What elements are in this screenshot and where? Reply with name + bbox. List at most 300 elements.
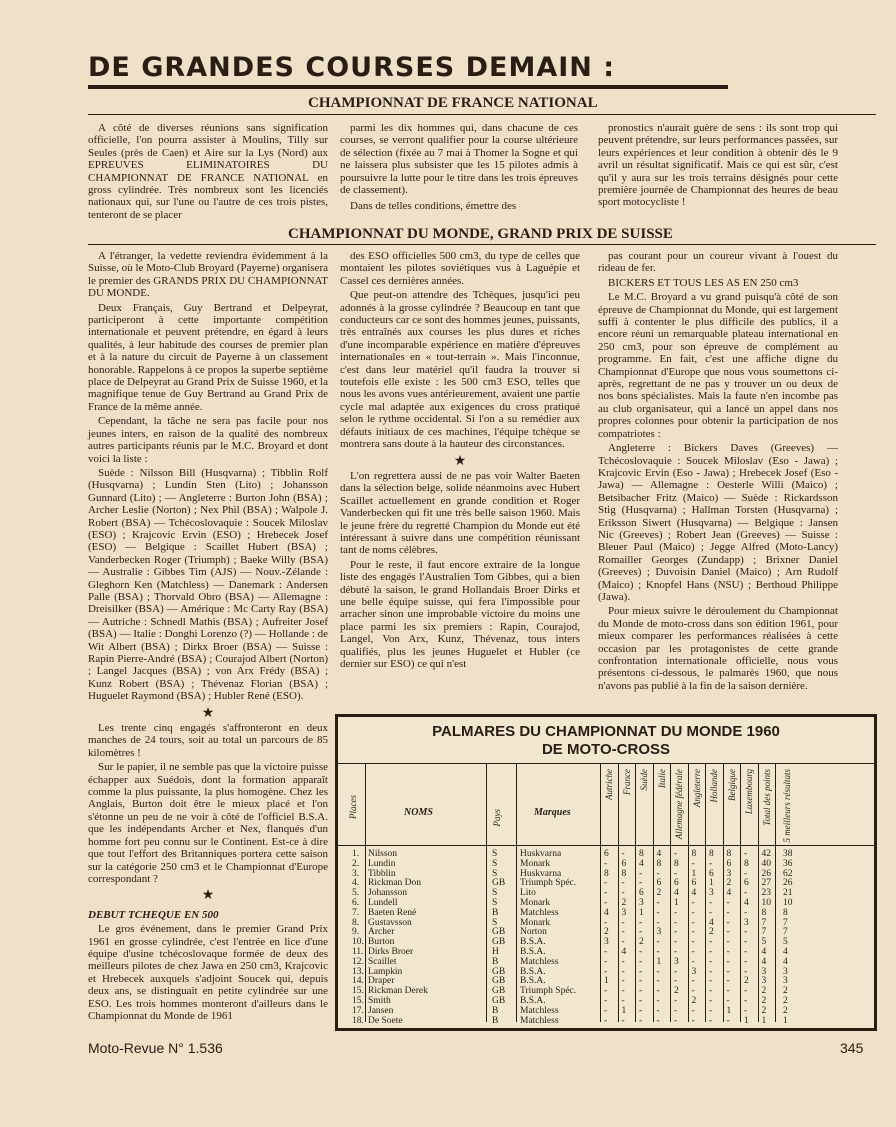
- table-cell: 8.: [352, 917, 360, 928]
- table-row: [338, 986, 874, 996]
- paragraph: Angleterre : Bickers Daves (Greeves) — Tchécoslovaquie : Soucek Miloslav (Eso - Jawa) ; Krajcovic Ervin (Eso - Jawa) ; Hrebecek Josef (Eso - Jawa) — Allemagne : Oesterle Willi (Maico) ; Betsibacher Fritz (Maico) — Suède : Rickardsson Stig (Husqvarna) ; Hallman Torsten (Husqvarna) ; Eriksson Siwert (Husqvarna) — Belgique : Jansen Nic (Greeves) ; Robert Jean (Greeves) — Suisse : Bleuer Paul (Maico) ; Jegge Alfred (Moto-Lancy) Romailler Georges (Zundapp) ; Brixner Daniel (Greeves) ; Duvoisin Daniel (Maico) ; Arn Rudolf (Maico) ; Knopfel Hans (NSU) ; Berthoud Philippe (Jawa).: [598, 442, 838, 603]
- table-cell: 2: [761, 986, 767, 997]
- table-cell: 8: [691, 849, 697, 859]
- table-cell: Jansen: [368, 1005, 394, 1016]
- table-cell: -: [709, 986, 713, 997]
- table-cell: 8: [639, 849, 644, 859]
- table-cell: 1: [744, 1015, 749, 1026]
- table-cell: Monark: [520, 898, 551, 908]
- table-cell: -: [656, 976, 660, 987]
- column-header-country: Italie: [656, 769, 667, 788]
- table-cell: 3: [674, 956, 679, 967]
- table-cell: -: [604, 898, 608, 908]
- table-cell: 1.: [352, 849, 360, 859]
- paragraph: Que peut-on attendre des Tchèques, jusqu'ici peu adonnés à la grosse cylindrée ? Beaucoup en tant que conducteurs car ce sont des hommes jeunes, puissants, très entraînés aux courses les plus dures et riches d'une incomparable expérience en matière d'épreuves internationales en « tout-terrain ». Mais l'inconnue, c'est dans leur matériel qu'il faudra la trouver si toutefois elle existe : les 500 cm3 ESO, telles que nous les avons vues antérieurement, avaient une partie cycle mal adaptée aux exigences du cross pratiqué selon le rythme occidental. Si l'on a su remédier aux défauts initiaux de ces machines, l'équipe tchèque se montrera sans doute à la hauteur des circonstances.: [340, 289, 580, 451]
- world-col-2: [340, 250, 580, 698]
- paragraph: Pour le reste, il faut encore extraire de la longue liste des engagés l'Australien Tom Gibbes, qui a bien débuté la saison, le grand Hollandais Broer Dirks et une belle équipe suisse, qui fera l'impossible pour arracher sinon une improbable victoire du moins une place parmi les six premiers : Rapin, Courajod, Langel, Von Arx, Kunz, Thévenaz, tous inters qualifiés, plus les jeunes Huguelet et Hubler (ce dernier sur ESO) ce qui n'est: [340, 558, 580, 670]
- table-cell: 3: [691, 966, 697, 977]
- star-separator: ★: [201, 705, 215, 721]
- table-cell: S: [492, 898, 498, 908]
- table-cell: -: [604, 956, 608, 967]
- table-row: [338, 859, 874, 869]
- table-cell: 6: [621, 858, 627, 869]
- paragraph: Sur le papier, il ne semble pas que la victoire puisse échapper aux Suédois, dont la formation apparaît comme la plus puissante, la plus homogène. Chez les Anglais, Burton doit être le mieux placé et l'on s'étonne un peu de ne voir à côté de l'officiel B.S.A. que les indépendants Archer et Nex, flanqués d'un homme fort peu connu sur le Continent. Est-ce à dire que tout l'effort des Britanniques portera cette saison sur la catégorie 250 cm3 et le Championnat d'Europe correspondant ?: [88, 761, 328, 885]
- table-cell: 10.: [352, 937, 364, 948]
- table-cell: -: [709, 996, 713, 1006]
- table-cell: 8: [783, 907, 788, 918]
- column-header-country: Suède: [639, 769, 649, 791]
- table-cell: Scaillet: [368, 956, 397, 967]
- table-cell: 62: [783, 868, 793, 879]
- table-row: [338, 918, 874, 928]
- table-rule: [338, 763, 874, 764]
- table-cell: 38: [783, 849, 793, 859]
- table-cell: GB: [492, 986, 506, 997]
- table-cell: 3: [709, 888, 714, 899]
- column-header-country: Luxembourg: [744, 769, 754, 815]
- table-cell: 10: [783, 898, 793, 908]
- table-cell: 4: [621, 947, 627, 957]
- table-cell: GB: [492, 937, 506, 948]
- table-cell: -: [691, 986, 695, 997]
- column-header-country: Allemagne fédérale: [674, 769, 684, 840]
- table-cell: Lundin: [368, 858, 396, 869]
- table-cell: -: [621, 966, 625, 977]
- table-cell: 3.: [352, 868, 360, 879]
- table-subtitle: DE MOTO-CROSS: [541, 741, 671, 758]
- table-cell: -: [621, 1015, 625, 1026]
- table-cell: -: [621, 986, 625, 997]
- table-cell: -: [621, 849, 625, 859]
- table-cell: -: [621, 878, 625, 889]
- table-cell: -: [726, 947, 730, 957]
- table-cell: Draper: [368, 976, 395, 987]
- france-col-3: [598, 122, 838, 214]
- table-cell: -: [709, 956, 713, 967]
- table-cell: S: [492, 888, 498, 899]
- table-cell: B.S.A.: [520, 937, 546, 948]
- table-cell: 6: [639, 888, 644, 899]
- table-cell: -: [604, 917, 608, 928]
- table-cell: Rickman Derek: [368, 986, 428, 997]
- table-cell: -: [674, 976, 678, 987]
- table-cell: 6: [709, 868, 714, 879]
- table-cell: -: [726, 956, 730, 967]
- table-cell: 1: [691, 868, 697, 879]
- table-row: [338, 878, 874, 888]
- table-cell: -: [691, 976, 695, 987]
- table-cell: -: [639, 986, 643, 997]
- table-cell: 3: [656, 927, 662, 938]
- table-cell: 5: [761, 937, 767, 948]
- table-cell: 1: [621, 1005, 627, 1016]
- table-row: [338, 869, 874, 879]
- table-cell: 4: [726, 888, 732, 899]
- table-cell: -: [656, 947, 660, 957]
- table-cell: Monark: [520, 858, 551, 869]
- table-row: [338, 927, 874, 937]
- table-cell: -: [656, 1005, 660, 1016]
- table-cell: -: [744, 947, 748, 957]
- table-cell: -: [639, 947, 643, 957]
- paragraph: Dans de telles conditions, émettre des: [350, 200, 517, 213]
- table-cell: -: [726, 898, 730, 908]
- table-cell: -: [674, 947, 678, 957]
- table-cell: 6: [604, 849, 609, 859]
- table-cell: 2: [761, 996, 767, 1006]
- table-cell: 3: [744, 917, 749, 928]
- table-cell: -: [709, 966, 713, 977]
- table-cell: -: [726, 996, 730, 1006]
- table-cell: 5: [783, 937, 788, 948]
- column-header-country: Angleterre: [691, 769, 702, 808]
- table-cell: 7: [761, 927, 767, 938]
- table-row: [338, 967, 874, 977]
- table-cell: -: [674, 868, 678, 879]
- table-cell: 27: [761, 878, 771, 889]
- table-cell: 2.: [352, 858, 360, 869]
- table-cell: -: [621, 956, 625, 967]
- table-cell: Archer: [368, 927, 395, 938]
- table-cell: -: [604, 1005, 608, 1016]
- table-cell: -: [656, 1015, 660, 1026]
- table-cell: -: [621, 996, 625, 1006]
- table-cell: -: [674, 849, 678, 859]
- table-cell: -: [656, 917, 660, 928]
- table-row: [338, 937, 874, 947]
- table-cell: 1: [674, 898, 679, 908]
- table-cell: 15.: [352, 996, 364, 1006]
- table-cell: 2: [783, 996, 788, 1006]
- table-rule: [338, 845, 874, 846]
- column-header-best: 5 meilleurs résultats: [782, 769, 792, 843]
- table-cell: Lampkin: [368, 966, 403, 977]
- table-cell: -: [639, 976, 643, 987]
- column-header-places: Places: [348, 795, 358, 819]
- table-cell: -: [691, 927, 695, 938]
- table-cell: -: [726, 986, 730, 997]
- table-row: [338, 888, 874, 898]
- table-cell: -: [709, 976, 713, 987]
- table-cell: -: [656, 898, 660, 908]
- table-cell: -: [604, 1015, 608, 1026]
- table-cell: 8: [726, 849, 732, 859]
- table-cell: Matchless: [520, 956, 559, 967]
- table-cell: Triumph Spéc.: [520, 986, 577, 997]
- table-cell: 36: [783, 858, 793, 869]
- table-cell: Tibblin: [368, 868, 396, 879]
- table-cell: -: [691, 907, 695, 918]
- table-cell: 1: [761, 1015, 767, 1026]
- table-cell: -: [744, 868, 748, 879]
- table-cell: 23: [761, 888, 771, 899]
- table-cell: -: [621, 927, 625, 938]
- table-cell: -: [639, 956, 643, 967]
- table-cell: -: [621, 937, 625, 948]
- table-cell: 12.: [352, 956, 364, 967]
- table-cell: GB: [492, 996, 506, 1006]
- star-separator: ★: [201, 888, 215, 904]
- table-cell: 4: [783, 956, 788, 967]
- table-cell: Matchless: [520, 907, 559, 918]
- table-cell: 9.: [352, 927, 360, 938]
- table-cell: Rickman Don: [368, 878, 422, 889]
- table-cell: 3: [783, 966, 788, 977]
- table-cell: -: [744, 937, 748, 948]
- table-cell: -: [691, 898, 695, 908]
- table-cell: -: [726, 907, 730, 918]
- table-cell: 4: [674, 888, 679, 899]
- table-cell: S: [492, 868, 498, 879]
- table-cell: -: [709, 1005, 713, 1016]
- table-cell: 4: [691, 888, 697, 899]
- table-cell: Huskvarna: [520, 868, 562, 879]
- table-cell: 8: [621, 868, 627, 879]
- france-col-1: [88, 122, 328, 221]
- table-cell: B: [492, 1005, 499, 1016]
- table-cell: 26: [783, 878, 793, 889]
- table-cell: 17.: [352, 1005, 364, 1016]
- table-cell: De Soete: [368, 1015, 403, 1026]
- table-cell: 2: [761, 1005, 767, 1016]
- column-header-country: Hollande: [709, 769, 719, 803]
- table-cell: 21: [783, 888, 793, 899]
- table-cell: 4: [761, 956, 767, 967]
- table-cell: -: [726, 1015, 730, 1026]
- table-cell: GB: [492, 927, 506, 938]
- paragraph: Le gros événement, dans le premier Grand Prix 1961 en grosse cylindrée, c'est l'entrée en lice d'une équipe d'usine tchécoslovaque formée de deux des meilleurs pilotes de chez Jawa en 250 cm3, Krajcovic et Hrebecek auxquels s'adjoint Soucek qui, depuis deux ans, se distinguait en petite cylindrée sur une ESO. Les trois hommes monteront d'ailleurs dans le Championnat du Monde de 1961: [88, 923, 328, 1022]
- table-cell: Triumph Spéc.: [520, 878, 577, 889]
- table-cell: -: [674, 996, 678, 1006]
- table-row: [338, 898, 874, 908]
- table-cell: Baeten René: [368, 907, 417, 918]
- table-cell: B.S.A.: [520, 996, 546, 1006]
- table-cell: 8: [744, 858, 749, 869]
- table-cell: Johansson: [368, 888, 408, 899]
- table-cell: 3: [604, 937, 609, 948]
- table-cell: B: [492, 907, 499, 918]
- table-cell: 2: [744, 976, 749, 987]
- table-row: [338, 996, 874, 1006]
- table-cell: 3: [726, 868, 732, 879]
- table-cell: 6: [726, 858, 732, 869]
- table-cell: 3: [761, 966, 767, 977]
- divider: [88, 244, 876, 245]
- table-cell: H: [492, 947, 499, 957]
- table-cell: GB: [492, 878, 506, 889]
- table-cell: -: [726, 917, 730, 928]
- table-cell: -: [691, 917, 695, 928]
- table-cell: -: [621, 888, 625, 899]
- table-cell: -: [726, 976, 730, 987]
- table-cell: -: [744, 996, 748, 1006]
- table-cell: 7.: [352, 907, 360, 918]
- table-cell: -: [709, 1015, 713, 1026]
- table-cell: 10: [761, 898, 771, 908]
- table-cell: 2: [783, 986, 788, 997]
- table-cell: -: [639, 878, 643, 889]
- table-cell: -: [604, 888, 608, 899]
- paragraph: A l'étranger, la vedette reviendra évidemment à la Suisse, où le Moto-Club Broyard (Payerne) organisera le premier des GRANDS PRIX DU CHAMPIONNAT DU MONDE.: [88, 250, 328, 300]
- table-cell: B.S.A.: [520, 966, 546, 977]
- paragraph: Suède : Nilsson Bill (Husqvarna) ; Tibblin Rolf (Husqvarna) ; Lundin Sten (Lito) ; Johansson Gunnard (Lito) ; — Angleterre : Burton John (BSA) ; Archer Leslie (Norton) ; Nex Phil (BSA) ; Walpole J. Robert (BSA) — Tchécoslovaquie : Soucek Miloslav (ESO) ; Krajcovic Ervin (ESO) ; Hrebecek Josef (ESO) — Belgique : Scaillet Hubert (BSA) ; Vanderbecken Roger (Triumph) ; Baeke Willy (BSA) — Australie : Gibbes Tim (AJS) — Nouv.-Zélande : Gleghorn Ken (Matchless) — Danemark : Andersen Palle (BSA) ; Thorvald Obro (BSA) — Allemagne : Dreisilker (BSA) — Amérique : Mc Carty Ray (BSA) — Autriche : Schnedl Mathis (BSA) ; Aufreiter Josef (BSA) — Italie : Donghi Lorenzo (?) — Hollande : de Wit Albert (BSA) ; Dirkx Broer (BSA) — Suisse : Rapin Pierre-André (BSA) ; Courajod Albert (Norton) ; Langel Jacques (BSA) ; von Arx Frédy (BSA) ; Kunz Robert (BSA) ; Thévenaz Florian (BSA) ; Huguelet Raymond (BSA) ; Hubler René (ESO).: [88, 466, 328, 703]
- column-header-noms: NOMS: [404, 807, 433, 818]
- table-cell: -: [656, 966, 660, 977]
- table-cell: -: [709, 947, 713, 957]
- table-cell: -: [674, 917, 678, 928]
- table-cell: -: [674, 907, 678, 918]
- table-cell: Burton: [368, 937, 395, 948]
- table-cell: -: [709, 858, 713, 869]
- table-cell: -: [656, 907, 660, 918]
- table-cell: Huskvarna: [520, 849, 562, 859]
- table-cell: B.S.A.: [520, 976, 546, 987]
- section-title-france: CHAMPIONNAT DE FRANCE NATIONAL: [308, 95, 598, 111]
- table-cell: 1: [656, 956, 662, 967]
- table-cell: -: [726, 927, 730, 938]
- table-row: [338, 976, 874, 986]
- world-col-1: [88, 250, 328, 1030]
- table-cell: 2: [783, 1005, 788, 1016]
- table-cell: -: [744, 956, 748, 967]
- table-cell: -: [656, 996, 660, 1006]
- table-cell: -: [726, 937, 730, 948]
- table-cell: 2: [639, 937, 644, 948]
- paragraph: pronostics n'aurait guère de sens : ils sont trop qui peuvent prétendre, sur leurs performances passées, sur leurs expériences et leur condition à obtenir dès le 9 avril un résultat significatif. Mais ce qui est sûr, c'est qu'il y aura sur les trois terrains désignés pour cette première journée de Championnat des heures de beau sport motocycliste !: [598, 122, 838, 209]
- table-cell: -: [604, 858, 608, 869]
- table-cell: -: [691, 1005, 695, 1016]
- table-cell: 11.: [352, 947, 364, 957]
- paragraph: des ESO officielles 500 cm3, du type de celles que montaient les pilotes soviétiques vus à Laguépie et Cassel ces dernières années.: [340, 250, 580, 287]
- table-cell: 4: [656, 849, 662, 859]
- table-cell: -: [674, 927, 678, 938]
- table-cell: Monark: [520, 917, 551, 928]
- table-cell: 4.: [352, 878, 360, 889]
- table-cell: -: [656, 868, 660, 879]
- table-cell: 2: [656, 888, 662, 899]
- table-cell: 4: [744, 898, 749, 908]
- table-cell: 3: [783, 976, 788, 987]
- table-cell: 2: [604, 927, 609, 938]
- table-cell: 2: [726, 878, 732, 889]
- paragraph: Deux Français, Guy Bertrand et Delpeyrat, participeront à cette importante compétition internationale et peuvent prétendre, en égard à leurs qualités, à leur habitude des courses de premier plan et à la nature du circuit de Payerne à un classement honorable. Rappelons à ce propos la superbe septième place de Delpeyrat au Grand Prix de Suisse 1960, et la magnifique tenue de Guy Bertrand au Grand Prix de France de la même année.: [88, 301, 328, 413]
- table-cell: -: [674, 937, 678, 948]
- column-header-total: Total des points: [761, 769, 772, 826]
- table-cell: 1: [783, 1015, 788, 1026]
- table-cell: -: [744, 849, 748, 859]
- table-cell: Nilsson: [368, 849, 398, 859]
- table-cell: 1: [709, 878, 714, 889]
- table-cell: -: [744, 888, 748, 899]
- table-cell: -: [744, 1005, 748, 1016]
- table-cell: -: [691, 937, 695, 948]
- table-cell: Smith: [368, 996, 391, 1006]
- paragraph: Cependant, la tâche ne sera pas facile pour nos jeunes inters, en raison de la qualité des nombreux autres participants réunis par le M.C. Broyard et dont voici la liste :: [88, 415, 328, 465]
- table-cell: Norton: [520, 927, 547, 938]
- table-cell: S: [492, 849, 498, 859]
- magazine-footer: Moto-Revue N° 1.536: [88, 1040, 223, 1056]
- table-cell: 6: [674, 878, 679, 889]
- table-cell: -: [656, 937, 660, 948]
- table-cell: 1: [604, 976, 609, 987]
- table-cell: 1: [639, 907, 644, 918]
- table-cell: 5.: [352, 888, 360, 899]
- table-cell: 4: [783, 947, 788, 957]
- table-cell: 6: [656, 878, 662, 889]
- table-cell: -: [744, 907, 748, 918]
- paragraph: BICKERS ET TOUS LES AS EN 250 cm3: [608, 276, 799, 289]
- table-cell: 3: [639, 898, 644, 908]
- table-cell: 2: [621, 898, 627, 908]
- table-cell: -: [691, 947, 695, 957]
- column-header-country: France: [621, 769, 632, 795]
- column-header-country: Belgique: [726, 769, 737, 801]
- palmares-table: [335, 714, 877, 1031]
- table-row: [338, 947, 874, 957]
- table-cell: -: [691, 1015, 695, 1026]
- table-cell: 8: [656, 858, 662, 869]
- table-cell: 13.: [352, 966, 364, 977]
- france-col-2: [340, 122, 578, 214]
- page-number: 345: [840, 1040, 864, 1056]
- table-cell: 15.: [352, 986, 364, 997]
- table-cell: 4: [604, 907, 609, 918]
- table-cell: -: [639, 1005, 643, 1016]
- table-cell: Matchless: [520, 1005, 559, 1016]
- table-cell: 4: [709, 917, 714, 928]
- table-cell: B: [492, 956, 499, 967]
- table-cell: -: [639, 868, 643, 879]
- table-cell: -: [639, 966, 643, 977]
- table-cell: -: [674, 966, 678, 977]
- table-cell: 8: [674, 858, 679, 869]
- star-separator: ★: [453, 453, 467, 469]
- divider: [88, 114, 876, 115]
- table-cell: 2: [691, 996, 697, 1006]
- paragraph: Pour mieux suivre le déroulement du Championnat du Monde de moto-cross dans son édition 1961, pour mieux comparer les performances réalisées à cette occasion par les protagonistes de cette grande confrontation internationale officielle, nous vous présentons ci-dessous, le palmarès 1960, que nous n'avons pas publié à la fin de la saison dernière.: [598, 605, 838, 692]
- table-cell: B: [492, 1015, 499, 1026]
- subheading: DEBUT TCHEQUE EN 500: [88, 908, 219, 921]
- table-cell: S: [492, 858, 498, 869]
- table-row: [338, 908, 874, 918]
- table-row: [338, 849, 874, 859]
- table-cell: -: [604, 947, 608, 957]
- table-cell: -: [744, 986, 748, 997]
- paragraph: pas courant pour un coureur vivant à l'ouest du rideau de fer.: [598, 250, 838, 275]
- table-cell: 2: [674, 986, 679, 997]
- table-cell: 18.: [352, 1015, 364, 1026]
- paragraph: Le M.C. Broyard a vu grand puisqu'à côté de son épreuve de Championnat du Monde, qui est largement suffi à contenter le plus difficile des publics, il a encore réuni un remarquable plateau international en 250 cm3, pour son épreuve de complément au programme. En fait, c'est une affiche digne du Championnat d'Europe que nous vous soumettons ci-après, regrettant de ne pas y trouver un ou deux de nos bons spécialistes. Mais la faute n'en incombe pas au club organisateur, qui a lancé un appel dans nos propres colonnes pour obtenir la participation de nos compatriotes :: [598, 291, 838, 440]
- table-cell: 4: [761, 947, 767, 957]
- table-title: PALMARES DU CHAMPIONNAT DU MONDE 1960: [432, 723, 780, 740]
- paragraph: A côté de diverses réunions sans signification officielle, l'on pourra assister à Moulins, Tilly sur Seules (près de Caen) et Aire sur la Lys (Nord) aux EPREUVES ELIMINATOIRES DU CHAMPIONNAT DE FRANCE NATIONAL en gross cylindrée. Très nombreux sont les licenciés nationaux qui, sur l'une ou l'autre de ces trois pistes, tenteront de se placer: [88, 122, 328, 221]
- table-cell: Matchless: [520, 1015, 559, 1026]
- table-cell: -: [621, 917, 625, 928]
- table-cell: -: [726, 966, 730, 977]
- table-cell: -: [639, 996, 643, 1006]
- table-cell: S: [492, 917, 498, 928]
- table-cell: -: [709, 937, 713, 948]
- table-cell: -: [656, 986, 660, 997]
- table-cell: -: [744, 966, 748, 977]
- table-cell: 6.: [352, 898, 360, 908]
- world-col-3: [598, 250, 838, 698]
- column-header-country: Autriche: [604, 769, 614, 800]
- table-cell: 8: [604, 868, 609, 879]
- table-cell: 14.: [352, 976, 364, 987]
- table-cell: -: [674, 1005, 678, 1016]
- table-cell: 3: [621, 907, 627, 918]
